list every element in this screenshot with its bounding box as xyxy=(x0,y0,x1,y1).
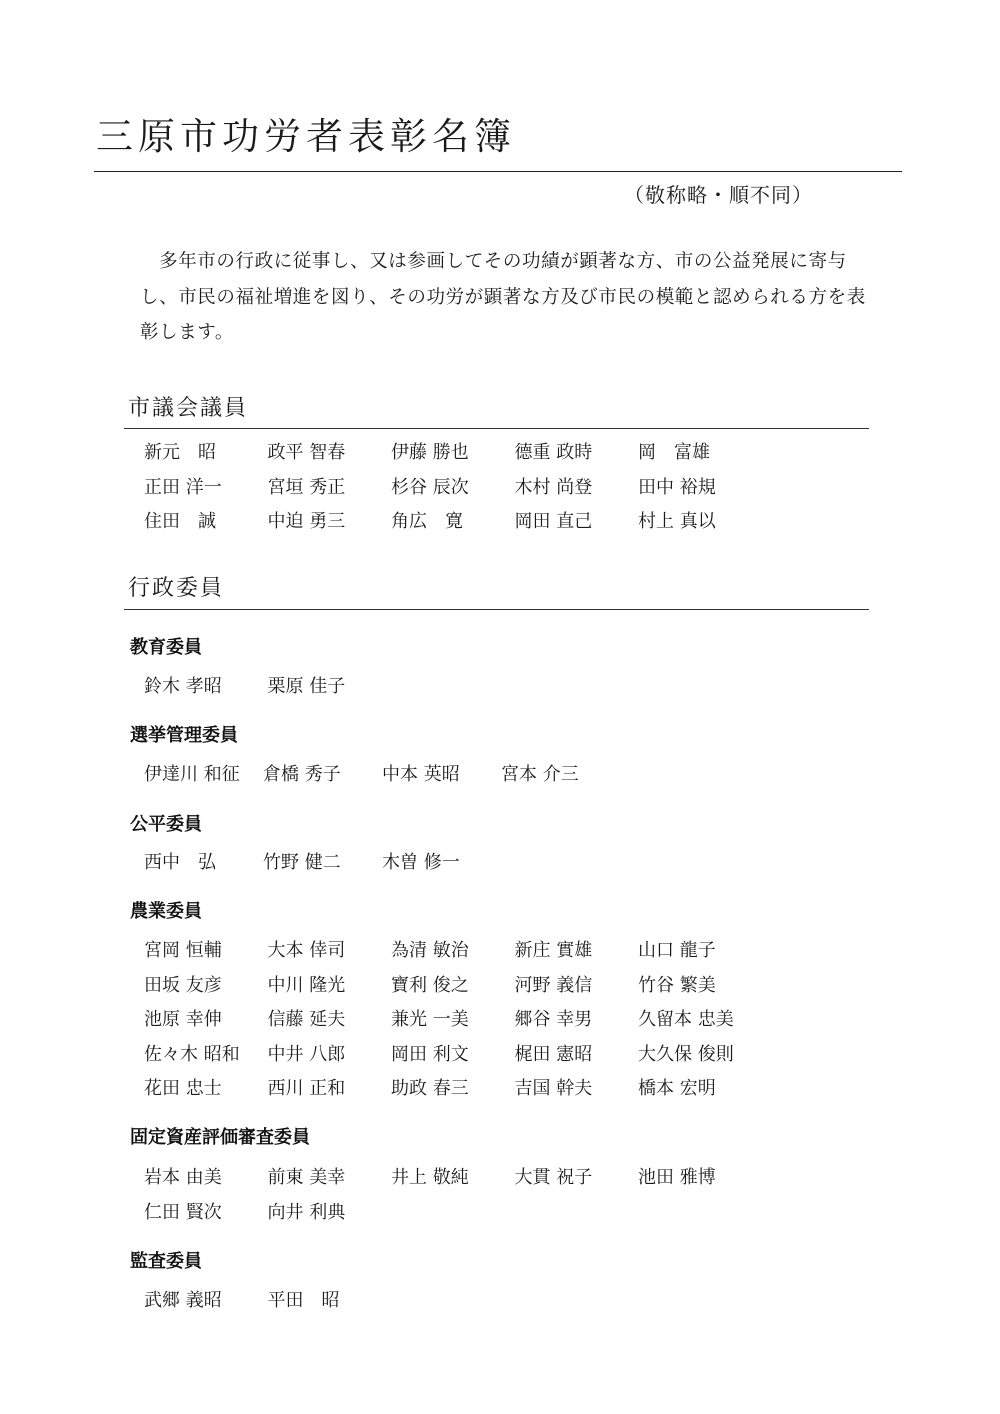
committee-member-name: 助政 春三 xyxy=(391,1078,469,1099)
committee-member-name: 田坂 友彦 xyxy=(144,974,222,996)
committee-member-name: 信藤 延夫 xyxy=(267,1009,346,1030)
council-member-name: 岡 富雄 xyxy=(638,442,710,463)
intro-text: 多年市の行政に従事し、又は参画してその功績が顕著な方、市の公益発展に寄与し、市民の福祉増進を図り、その功労が顕著な方及び市民の模範と認められる方を表彰します。 xyxy=(140,251,866,343)
committee-member-name: 橋本 宏明 xyxy=(638,1078,716,1099)
council-member-name: 政平 智春 xyxy=(267,442,346,463)
committee-member-name: 鈴木 孝昭 xyxy=(144,676,222,697)
council-member-name: 新元 昭 xyxy=(144,442,216,463)
committee-member-name: 中川 隆光 xyxy=(267,974,346,996)
section-title-council: 市議会議員 xyxy=(128,396,249,421)
council-member-name: 岡田 直己 xyxy=(514,511,593,532)
committee-member-name: 井上 敬純 xyxy=(391,1167,469,1188)
election-name-list xyxy=(144,758,884,793)
committee-member-name: 郷谷 幸男 xyxy=(514,1009,593,1030)
council-name-list xyxy=(144,436,884,540)
title-divider xyxy=(94,171,902,172)
council-member-name: 伊藤 勝也 xyxy=(391,442,469,463)
committee-member-name: 武郷 義昭 xyxy=(144,1290,222,1311)
committee-member-name: 梶田 憲昭 xyxy=(514,1043,593,1065)
council-member-name: 村上 真以 xyxy=(638,511,716,532)
equity-name-list xyxy=(144,846,884,881)
council-member-name: 德重 政時 xyxy=(514,442,593,463)
committee-member-name: 宮岡 恒輔 xyxy=(144,940,222,961)
committee-member-name: 新庄 實雄 xyxy=(514,940,593,961)
committee-member-name: 大本 倖司 xyxy=(267,940,346,961)
intro-paragraph xyxy=(140,244,880,351)
committee-title-education: 教育委員 xyxy=(130,637,202,658)
council-member-name: 宮垣 秀正 xyxy=(267,476,346,498)
section-divider-admin xyxy=(124,609,869,610)
committee-member-name: 吉国 幹夫 xyxy=(514,1078,593,1099)
committee-member-name: 池原 幸伸 xyxy=(144,1009,222,1030)
section-title-admin: 行政委員 xyxy=(128,576,225,601)
council-member-name: 中迫 勇三 xyxy=(267,511,346,532)
committee-member-name: 為清 敏治 xyxy=(391,940,469,961)
audit-name-list xyxy=(144,1284,884,1319)
committee-member-name: 木曽 修一 xyxy=(382,852,460,873)
committee-member-name: 寶利 俊之 xyxy=(391,974,469,996)
section-divider-council xyxy=(124,428,869,429)
committee-member-name: 西中 弘 xyxy=(144,852,216,873)
committee-member-name: 久留本 忠美 xyxy=(638,1009,734,1030)
committee-member-name: 栗原 佳子 xyxy=(267,676,346,697)
council-member-name: 田中 裕規 xyxy=(638,476,716,498)
council-member-name: 木村 尚登 xyxy=(514,476,593,498)
committee-member-name: 竹野 健二 xyxy=(263,852,341,873)
page-title: 三原市功労者表彰名簿 xyxy=(96,115,516,158)
committee-member-name: 仁田 賢次 xyxy=(144,1201,222,1223)
council-member-name: 住田 誠 xyxy=(144,511,216,532)
council-member-name: 杉谷 辰次 xyxy=(391,476,469,498)
committee-member-name: 岩本 由美 xyxy=(144,1167,222,1188)
committee-member-name: 山口 龍子 xyxy=(638,940,716,961)
committee-member-name: 大貫 祝子 xyxy=(514,1167,593,1188)
committee-member-name: 池田 雅博 xyxy=(638,1167,716,1188)
committee-member-name: 竹谷 繁美 xyxy=(638,974,716,996)
committee-member-name: 前東 美幸 xyxy=(267,1167,346,1188)
committee-member-name: 兼光 一美 xyxy=(391,1009,469,1030)
committee-member-name: 伊達川 和征 xyxy=(144,764,240,785)
committee-member-name: 中井 八郎 xyxy=(267,1043,346,1065)
committee-member-name: 佐々木 昭和 xyxy=(144,1043,240,1065)
committee-member-name: 花田 忠士 xyxy=(144,1078,222,1099)
committee-member-name: 中本 英昭 xyxy=(382,764,460,785)
committee-member-name: 河野 義信 xyxy=(514,974,593,996)
council-member-name: 角広 寛 xyxy=(391,511,463,532)
committee-member-name: 宮本 介三 xyxy=(501,764,579,785)
council-member-name: 正田 洋一 xyxy=(144,476,222,498)
property-review-name-list xyxy=(144,1161,884,1230)
committee-member-name: 岡田 利文 xyxy=(391,1043,469,1065)
agriculture-name-list xyxy=(144,934,884,1107)
committee-title-property-review: 固定資産評価審査委員 xyxy=(130,1127,310,1148)
education-name-list xyxy=(144,670,884,705)
committee-title-agriculture: 農業委員 xyxy=(130,901,202,922)
committee-title-audit: 監査委員 xyxy=(130,1251,202,1272)
honorific-note: （敬称略・順不同） xyxy=(624,183,813,207)
committee-member-name: 向井 利典 xyxy=(267,1201,346,1223)
committee-member-name: 平田 昭 xyxy=(267,1290,340,1311)
committee-member-name: 大久保 俊則 xyxy=(638,1043,734,1065)
committee-member-name: 倉橋 秀子 xyxy=(263,764,341,785)
committee-title-election: 選挙管理委員 xyxy=(130,725,238,746)
committee-title-equity: 公平委員 xyxy=(130,814,202,835)
committee-member-name: 西川 正和 xyxy=(267,1078,346,1099)
